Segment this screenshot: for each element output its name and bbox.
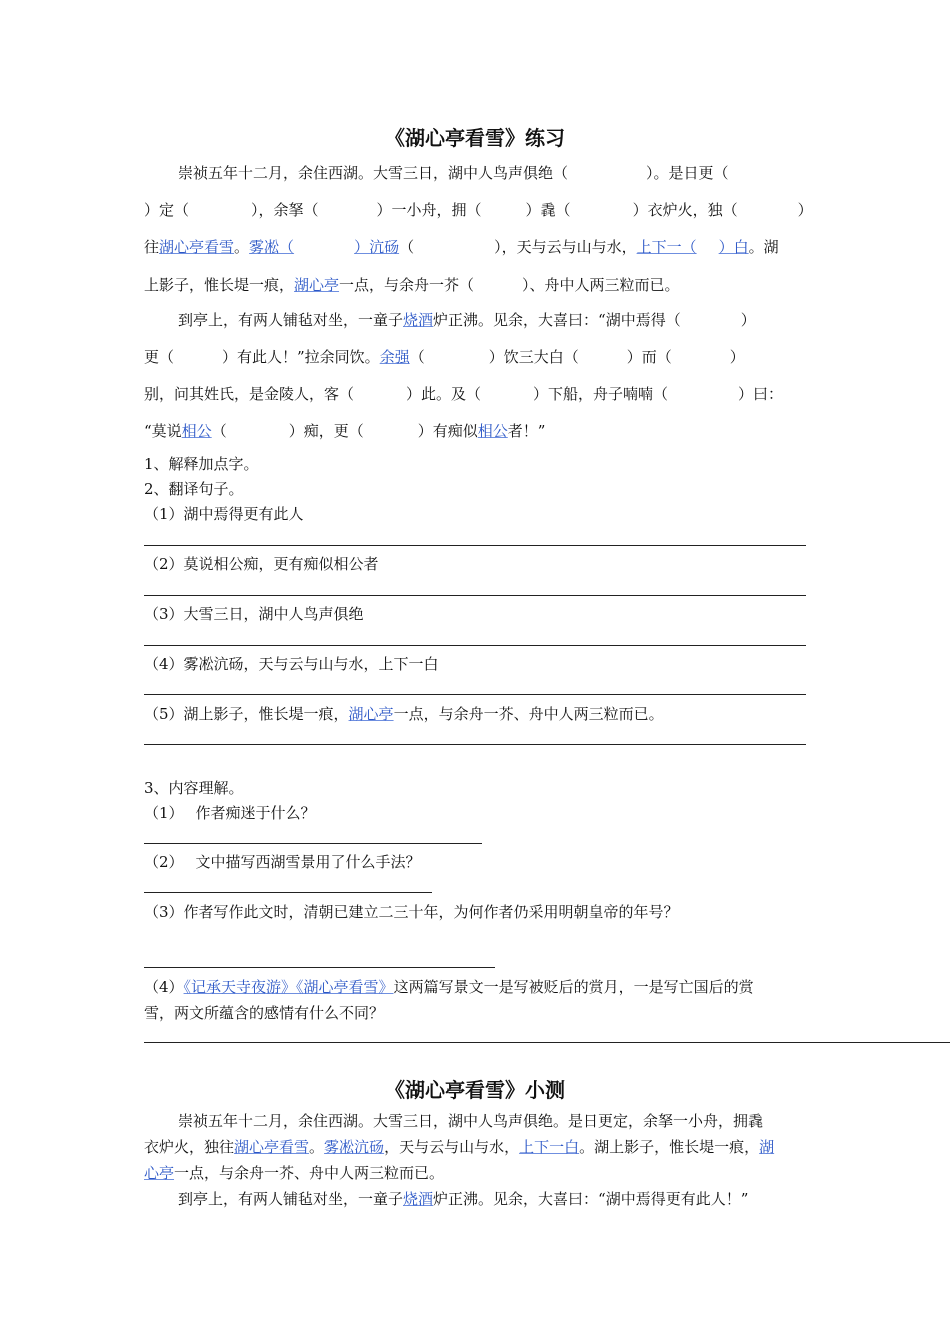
text: （ <box>211 422 227 440</box>
link-huxinting[interactable]: 湖 <box>759 1138 775 1156</box>
link-shangxia[interactable]: 上下一（ ）白 <box>636 238 749 256</box>
passage-line <box>178 309 756 330</box>
text: ）衣炉火，独（ <box>632 201 738 219</box>
link-shaojiu[interactable]: 烧酒 <box>403 1190 434 1208</box>
passage-line: 心亭一点，与余舟一芥、舟中人两三粒而已。 <box>144 1164 445 1182</box>
passage-line <box>144 199 813 220</box>
answer-line[interactable] <box>144 645 806 646</box>
link-shangxia[interactable]: 上下一白 <box>519 1138 580 1156</box>
text: 。 <box>234 238 250 256</box>
text: 到亭上，有两人铺毡对坐，一童子 <box>178 311 404 329</box>
comprehension-item: （2） 文中描写西湖雪景用了什么手法？ <box>144 853 421 871</box>
link-wusong[interactable]: 雾凇沆砀 <box>324 1138 385 1156</box>
text: 上影子，惟长堤一痕， <box>144 276 295 294</box>
link-huxinting[interactable]: 湖心亭看雪 <box>234 1138 310 1156</box>
comprehension-item: （4）《记承天寺夜游》《湖心亭看雪》这两篇写景文一是写被贬后的赏月，一是写亡国后的赏 <box>144 978 754 996</box>
text: 一点，与余舟一芥（ <box>339 276 475 294</box>
text: ）。是日更（ <box>646 164 729 182</box>
text: 崇祯五年十二月，余住西湖。大雪三日，湖中人鸟声俱绝（ <box>178 164 569 182</box>
text: ） <box>740 311 756 329</box>
passage-line: 到亭上，有两人铺毡对坐，一童子烧酒炉正沸。见余，大喜曰：“湖中焉得更有此人！” <box>178 1190 749 1208</box>
text: ）毳（ <box>525 201 571 219</box>
text: ）曰： <box>738 385 784 403</box>
link-huxinting[interactable]: 心亭 <box>144 1164 175 1182</box>
text: ）定（ <box>144 201 190 219</box>
text: ）、舟中人两三粒而已。 <box>522 276 680 294</box>
text: （ <box>399 238 415 256</box>
answer-line[interactable] <box>144 545 806 546</box>
text: ）而（ <box>626 348 672 366</box>
answer-line[interactable] <box>144 694 806 695</box>
answer-line[interactable] <box>144 1042 950 1043</box>
text: ），余拏（ <box>251 201 319 219</box>
page-title: 《湖心亭看雪》练习 <box>385 126 565 150</box>
translate-item: （1）湖中焉得更有此人 <box>144 505 304 523</box>
text: ）下船，舟子喃喃（ <box>533 385 669 403</box>
answer-line[interactable] <box>144 744 806 745</box>
text: ）此。及（ <box>406 385 482 403</box>
text: ）一小舟，拥（ <box>376 201 482 219</box>
text: ）有此人！”拉余同饮。 <box>222 348 380 366</box>
translate-item: （4）雾凇沆砀，天与云与山与水，上下一白 <box>144 655 439 673</box>
text: ） <box>729 348 745 366</box>
text: 。湖 <box>748 238 779 256</box>
translate-item: （3）大雪三日，湖中人鸟声俱绝 <box>144 605 364 623</box>
text: ），天与云与山与水， <box>494 238 637 256</box>
passage-line <box>144 420 545 441</box>
translate-item: （5）湖上影子，惟长堤一痕，湖心亭一点，与余舟一芥、舟中人两三粒而已。 <box>144 705 664 723</box>
passage-line <box>178 162 729 183</box>
section-title: 《湖心亭看雪》小测 <box>385 1078 565 1102</box>
question-heading: 1、解释加点字。 <box>144 455 259 473</box>
comprehension-item: （1） 作者痴迷于什么？ <box>144 804 316 822</box>
text: （ <box>409 348 425 366</box>
text: 炉正沸。见余，大喜曰：“湖中焉得（ <box>433 311 681 329</box>
link-xianggong[interactable]: 相公 <box>477 422 508 440</box>
text: 者！” <box>507 422 546 440</box>
text: 往 <box>144 238 160 256</box>
link-yuqiang[interactable]: 余强 <box>379 348 410 366</box>
translate-item: （2）莫说相公痴，更有痴似相公者 <box>144 555 379 573</box>
link-huxinting[interactable]: 湖心亭看雪 <box>159 238 235 256</box>
link-huxinting[interactable]: 湖心亭 <box>294 276 340 294</box>
answer-line[interactable] <box>144 843 482 844</box>
text: 更（ <box>144 348 175 366</box>
answer-line[interactable] <box>144 892 432 893</box>
text: ）饮三大白（ <box>488 348 579 366</box>
link-wusong[interactable]: 雾凇（ ）沆砀 <box>249 238 400 256</box>
text: “莫说 <box>144 422 182 440</box>
comprehension-item: （3）作者写作此文时，清朝已建立二三十年，为何作者仍采用明朝皇帝的年号？ <box>144 903 679 921</box>
passage-line <box>144 274 680 295</box>
question-heading: 3、内容理解。 <box>144 779 244 797</box>
link-huxinting[interactable]: 湖心亭 <box>348 705 394 723</box>
comprehension-item: 雪，两文所蕴含的感情有什么不同？ <box>144 1004 385 1022</box>
text: ）有痴似 <box>417 422 478 440</box>
passage-line <box>144 236 779 257</box>
passage-line <box>144 346 745 367</box>
passage-line <box>144 383 783 404</box>
text: ）痴，更（ <box>288 422 364 440</box>
passage-line: 崇祯五年十二月，余住西湖。大雪三日，湖中人鸟声俱绝。是日更定，余拏一小舟，拥毳 <box>178 1112 764 1130</box>
passage-line: 衣炉火，独往湖心亭看雪。雾凇沆砀，天与云与山与水，上下一白。湖上影子，惟长堤一痕，湖 <box>144 1138 775 1156</box>
text: 别，问其姓氏，是金陵人，客（ <box>144 385 355 403</box>
link-titles[interactable]: 《记承天寺夜游》《湖心亭看雪》 <box>183 978 394 996</box>
question-heading: 2、翻译句子。 <box>144 480 244 498</box>
answer-line[interactable] <box>144 595 806 596</box>
link-shaojiu[interactable]: 烧酒 <box>403 311 434 329</box>
link-xianggong[interactable]: 相公 <box>181 422 212 440</box>
text: ） <box>797 201 813 219</box>
answer-line[interactable] <box>144 967 495 968</box>
